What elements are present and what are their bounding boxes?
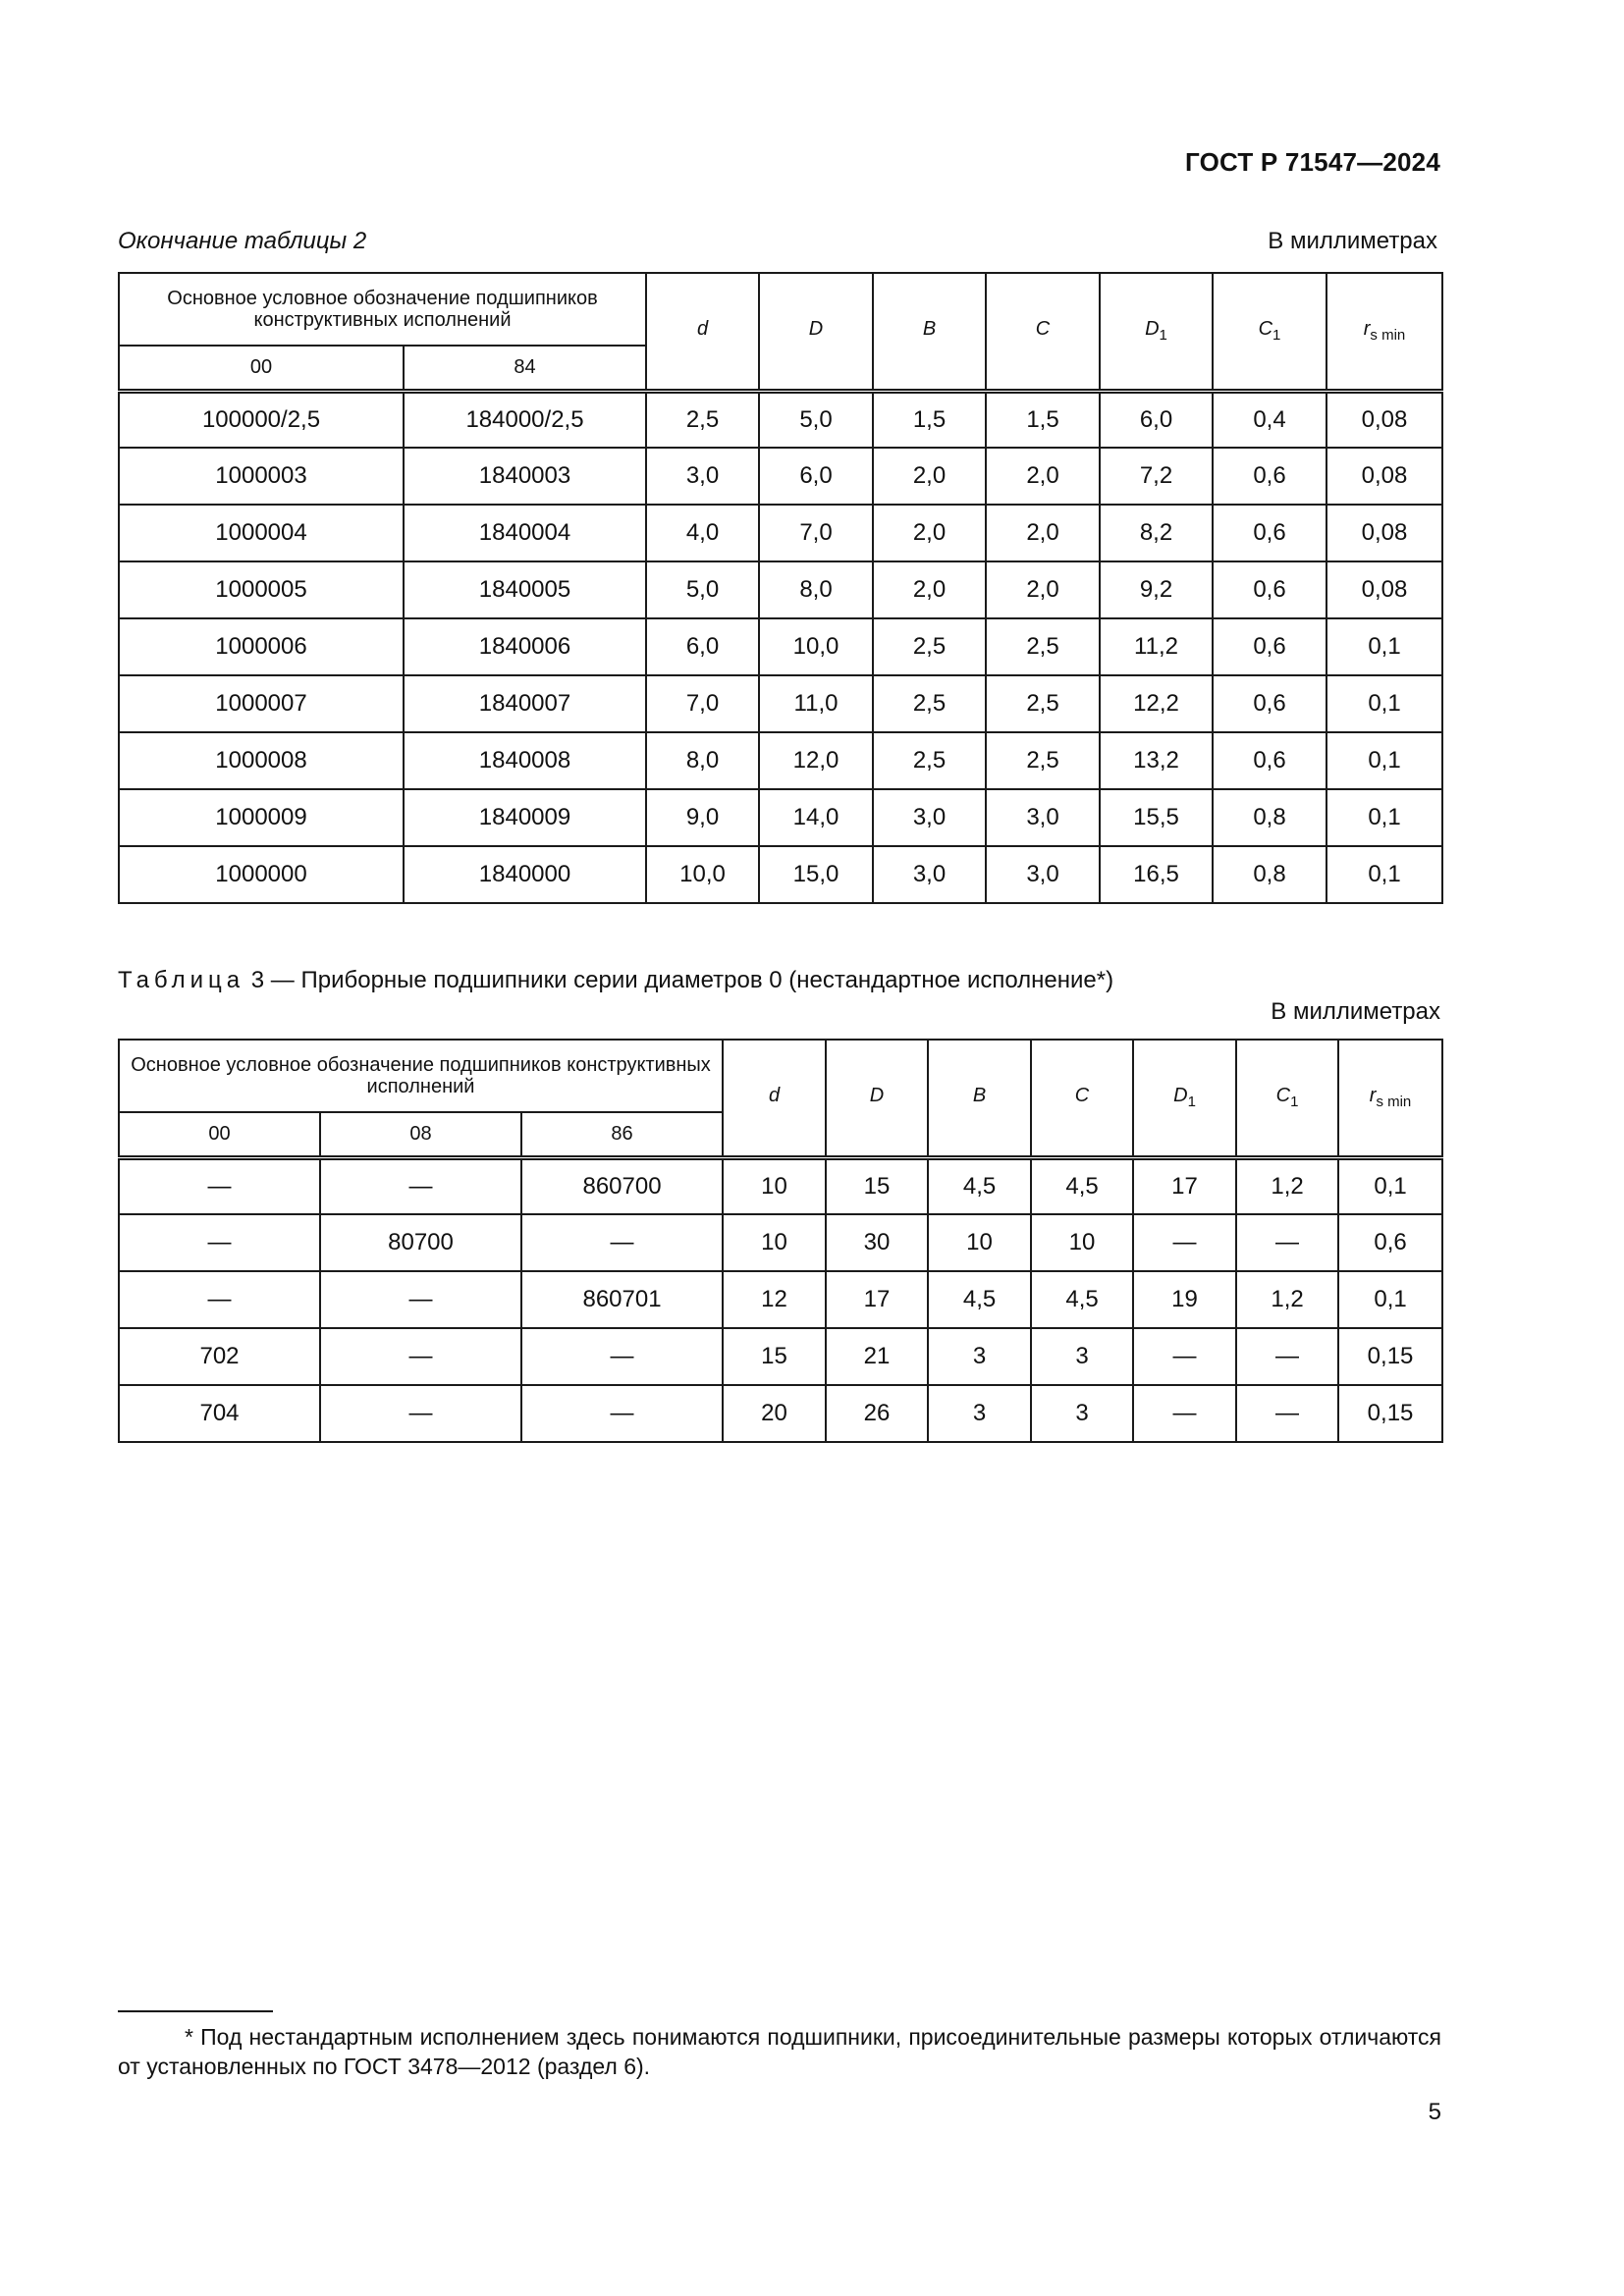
table3-caption-text: 3 — Приборные подшипники серии диаметров 0 (нестандартное исполнение*) [250, 967, 1114, 993]
table2-param-header: D [759, 273, 873, 391]
table-cell: 0,15 [1338, 1385, 1442, 1442]
table-cell: 17 [1133, 1157, 1236, 1214]
table-cell: 0,6 [1213, 618, 1326, 675]
table-cell: 16,5 [1100, 846, 1213, 903]
table-cell: 8,2 [1100, 505, 1213, 561]
table-cell: 3,0 [873, 846, 986, 903]
table3-param-header: D [826, 1040, 928, 1157]
table-cell: 0,08 [1326, 391, 1442, 448]
table-cell: 0,6 [1213, 732, 1326, 789]
table-cell: 1000003 [119, 448, 404, 505]
table-cell: 1,5 [873, 391, 986, 448]
table2-param-header: $D_1$ [1100, 273, 1213, 391]
table-cell: 0,1 [1338, 1271, 1442, 1328]
table-cell: — [119, 1271, 320, 1328]
table-cell: 10 [928, 1214, 1031, 1271]
table-cell: 15,0 [759, 846, 873, 903]
table-cell: 4,5 [928, 1157, 1031, 1214]
table-cell: 1840005 [404, 561, 646, 618]
table-cell: 2,0 [873, 505, 986, 561]
table-cell: 1840007 [404, 675, 646, 732]
table-cell: 1000004 [119, 505, 404, 561]
table-cell: 1840006 [404, 618, 646, 675]
table3-param-header: C [1031, 1040, 1133, 1157]
table-cell: 10 [723, 1157, 826, 1214]
table-cell: 1000000 [119, 846, 404, 903]
table2-param-header: $r_{s min}$ [1326, 273, 1442, 391]
table-cell: 30 [826, 1214, 928, 1271]
table-cell: 2,5 [986, 618, 1100, 675]
table3-param-header: d [723, 1040, 826, 1157]
table-cell: 860700 [521, 1157, 723, 1214]
table-row [119, 505, 1442, 561]
table-cell: 0,1 [1326, 789, 1442, 846]
table-cell: 20 [723, 1385, 826, 1442]
table-cell: 12,0 [759, 732, 873, 789]
table-cell: 6,0 [646, 618, 759, 675]
table-cell: 12 [723, 1271, 826, 1328]
table2-param-header: $C_1$ [1213, 273, 1326, 391]
table-cell: 11,2 [1100, 618, 1213, 675]
document-code: ГОСТ Р 71547—2024 [1185, 147, 1440, 177]
table-cell: 1840000 [404, 846, 646, 903]
table-row [119, 732, 1442, 789]
table-cell: 2,5 [986, 732, 1100, 789]
table2-param-header: C [986, 273, 1100, 391]
table-cell: — [1133, 1214, 1236, 1271]
table3-param-header: $C_1$ [1236, 1040, 1338, 1157]
table-cell: 2,0 [873, 448, 986, 505]
table3-param-header: $D_1$ [1133, 1040, 1236, 1157]
table-cell: — [1236, 1385, 1338, 1442]
table-cell: 2,5 [873, 732, 986, 789]
table-cell: 11,0 [759, 675, 873, 732]
table-row [119, 1271, 1442, 1328]
table-cell: 1000008 [119, 732, 404, 789]
table-cell: 3 [1031, 1385, 1133, 1442]
table-cell: 3,0 [986, 789, 1100, 846]
table-cell: 9,2 [1100, 561, 1213, 618]
table3-param-header: B [928, 1040, 1031, 1157]
table-cell: 3 [1031, 1328, 1133, 1385]
table-cell: — [521, 1214, 723, 1271]
table-cell: 4,0 [646, 505, 759, 561]
table-cell: 13,2 [1100, 732, 1213, 789]
table-cell: 21 [826, 1328, 928, 1385]
table2 [118, 272, 1443, 904]
table3-subheader: 86 [521, 1112, 723, 1157]
table-cell: 4,5 [1031, 1271, 1133, 1328]
table-row [119, 391, 1442, 448]
table-cell: 2,0 [986, 448, 1100, 505]
table3-body [119, 1157, 1442, 1442]
table-cell: 17 [826, 1271, 928, 1328]
table-cell: 4,5 [1031, 1157, 1133, 1214]
table-cell: 0,08 [1326, 561, 1442, 618]
table-cell: 0,8 [1213, 789, 1326, 846]
table-cell: — [1236, 1214, 1338, 1271]
table-cell: 1,2 [1236, 1157, 1338, 1214]
table3-param-header: $r_{s min}$ [1338, 1040, 1442, 1157]
table-cell: 8,0 [646, 732, 759, 789]
table-cell: 15,5 [1100, 789, 1213, 846]
table-cell: — [320, 1328, 521, 1385]
table-row [119, 675, 1442, 732]
table-cell: — [119, 1214, 320, 1271]
table-cell: 1840009 [404, 789, 646, 846]
table-cell: 2,5 [986, 675, 1100, 732]
table-cell: — [320, 1157, 521, 1214]
table-cell: 0,6 [1213, 505, 1326, 561]
table-cell: 3,0 [873, 789, 986, 846]
footnote-divider [118, 2010, 273, 2012]
table-cell: 10 [723, 1214, 826, 1271]
table-cell: 2,5 [873, 675, 986, 732]
table2-param-header: B [873, 273, 986, 391]
table-cell: 2,5 [873, 618, 986, 675]
table-cell: 1,2 [1236, 1271, 1338, 1328]
table-cell: 0,1 [1338, 1157, 1442, 1214]
table-row [119, 561, 1442, 618]
table-cell: 5,0 [759, 391, 873, 448]
table-cell: 4,5 [928, 1271, 1031, 1328]
table-row [119, 1328, 1442, 1385]
table-cell: — [1236, 1328, 1338, 1385]
table-cell: 0,6 [1213, 675, 1326, 732]
footnote: * Под нестандартным исполнением здесь понимаются подшипники, присоединительные размеры которых отличаются от установленных по ГОСТ 3478—2012 (раздел 6). [118, 2024, 1441, 2079]
table-row [119, 846, 1442, 903]
table-cell: — [521, 1328, 723, 1385]
table2-param-header: d [646, 273, 759, 391]
table-cell: 8,0 [759, 561, 873, 618]
table3-units: В миллиметрах [1271, 998, 1440, 1025]
table3-subheader: 00 [119, 1112, 320, 1157]
table-cell: 26 [826, 1385, 928, 1442]
table-cell: 10,0 [646, 846, 759, 903]
table-cell: 12,2 [1100, 675, 1213, 732]
table-cell: 14,0 [759, 789, 873, 846]
table-cell: 1000006 [119, 618, 404, 675]
table-cell: 6,0 [1100, 391, 1213, 448]
table2-subheader: 84 [404, 346, 646, 391]
table-cell: 0,4 [1213, 391, 1326, 448]
table-cell: 0,6 [1213, 561, 1326, 618]
table-cell: — [1133, 1385, 1236, 1442]
table2-group-header: Основное условное обозначение подшипников конструктивных исполнений [119, 273, 646, 346]
table3-subheader: 08 [320, 1112, 521, 1157]
table-cell: — [320, 1271, 521, 1328]
table-row [119, 1385, 1442, 1442]
table-row [119, 1214, 1442, 1271]
table-cell: — [521, 1385, 723, 1442]
table-cell: 15 [723, 1328, 826, 1385]
table-cell: 0,15 [1338, 1328, 1442, 1385]
table-cell: 19 [1133, 1271, 1236, 1328]
table-cell: 3 [928, 1328, 1031, 1385]
table-row [119, 1157, 1442, 1214]
table-cell: 15 [826, 1157, 928, 1214]
table2-caption: Окончание таблицы 2 [118, 228, 367, 254]
table-cell: 0,1 [1326, 618, 1442, 675]
table-cell: 704 [119, 1385, 320, 1442]
table-cell: 5,0 [646, 561, 759, 618]
table-cell: 0,6 [1338, 1214, 1442, 1271]
table-cell: — [1133, 1328, 1236, 1385]
table-cell: 1840003 [404, 448, 646, 505]
table2-body [119, 391, 1442, 903]
table-cell: 0,8 [1213, 846, 1326, 903]
page-number: 5 [1428, 2099, 1441, 2125]
table-cell: 860701 [521, 1271, 723, 1328]
table3 [118, 1039, 1443, 1443]
table2-subheader: 00 [119, 346, 404, 391]
table-cell: — [119, 1157, 320, 1214]
table3-caption-label: Таблица [118, 967, 245, 993]
table-cell: 1840008 [404, 732, 646, 789]
table-cell: 0,6 [1213, 448, 1326, 505]
table-cell: 0,08 [1326, 448, 1442, 505]
table-cell: 1000009 [119, 789, 404, 846]
table3-caption [118, 967, 1113, 994]
table-cell: 3,0 [646, 448, 759, 505]
table-cell: 6,0 [759, 448, 873, 505]
table-row [119, 618, 1442, 675]
table-row [119, 448, 1442, 505]
table2-units: В миллиметрах [1268, 228, 1437, 254]
table-cell: 10,0 [759, 618, 873, 675]
table-cell: 1000007 [119, 675, 404, 732]
table-cell: 1000005 [119, 561, 404, 618]
table-cell: 184000/2,5 [404, 391, 646, 448]
table-cell: 7,2 [1100, 448, 1213, 505]
table-cell: 7,0 [759, 505, 873, 561]
table-cell: 100000/2,5 [119, 391, 404, 448]
table-cell: 2,0 [873, 561, 986, 618]
table-cell: 3 [928, 1385, 1031, 1442]
table-cell: 2,0 [986, 561, 1100, 618]
table-cell: 7,0 [646, 675, 759, 732]
table-cell: 702 [119, 1328, 320, 1385]
table-cell: 2,5 [646, 391, 759, 448]
table-row [119, 789, 1442, 846]
table-cell: 0,08 [1326, 505, 1442, 561]
table-cell: 3,0 [986, 846, 1100, 903]
table-cell: 0,1 [1326, 732, 1442, 789]
table-cell: 10 [1031, 1214, 1133, 1271]
table-cell: 9,0 [646, 789, 759, 846]
table-cell: 80700 [320, 1214, 521, 1271]
table-cell: 1,5 [986, 391, 1100, 448]
table-cell: 0,1 [1326, 675, 1442, 732]
table-cell: — [320, 1385, 521, 1442]
table-cell: 1840004 [404, 505, 646, 561]
table-cell: 2,0 [986, 505, 1100, 561]
table-cell: 0,1 [1326, 846, 1442, 903]
table3-group-header: Основное условное обозначение подшипников конструктивных исполнений [119, 1040, 723, 1112]
